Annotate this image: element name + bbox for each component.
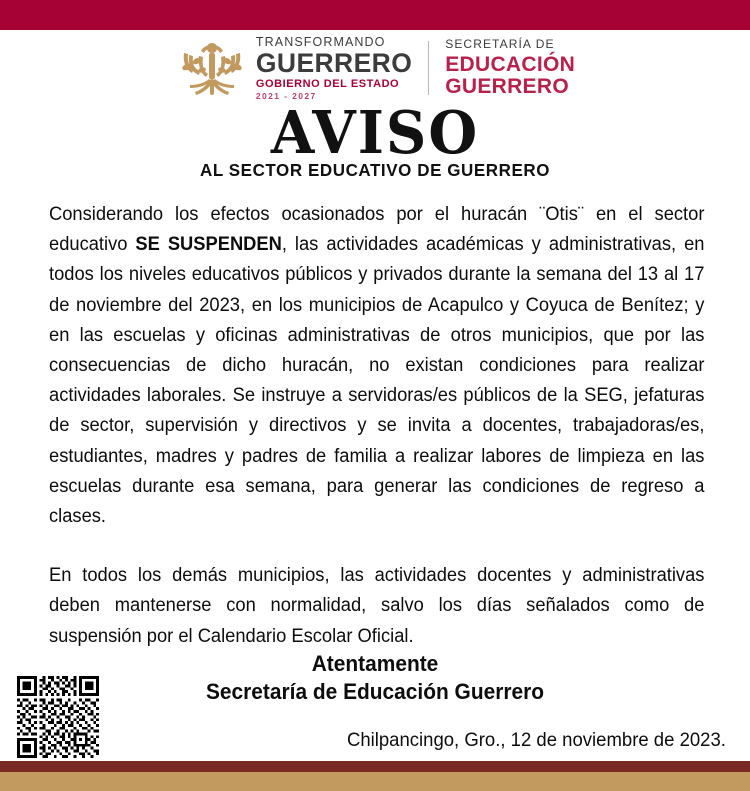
- seg-line-educacion: EDUCACIÓN: [445, 52, 576, 76]
- suspension-emphasis: SE SUSPENDEN: [135, 233, 282, 256]
- page-subtitle: AL SECTOR EDUCATIVO DE GUERRERO: [199, 160, 551, 180]
- notice-body: [49, 199, 705, 651]
- gov-line-transformando: TRANSFORMANDO: [255, 35, 386, 49]
- seg-line-guerrero: GUERRERO: [445, 75, 569, 99]
- gov-line-guerrero: GUERRERO: [255, 47, 413, 78]
- page-title: AVISO: [270, 97, 480, 168]
- paragraph1-text-before-bold: Considerando los efectos ocasionados por el huracán ¨Otis¨ en el sector educativo: [49, 203, 705, 256]
- gov-line-years: 2021 - 2027: [255, 90, 317, 101]
- header-logo-lockup: [0, 36, 750, 100]
- signature-authority: Secretaría de Educación Guerrero: [205, 678, 545, 704]
- body-paragraph-2: En todos los demás municipios, las actividades docentes y administrativas deben mantenerse con normalidad, salvo los días señalados como de suspensión por el Calendario Escolar Oficial.: [49, 564, 705, 647]
- bottom-tan-band: [0, 772, 750, 791]
- qr-code-icon[interactable]: [17, 676, 99, 758]
- bottom-dark-band: [0, 761, 750, 772]
- body-paragraph-1: [49, 199, 704, 531]
- tree-logo-icon: [175, 37, 249, 99]
- seg-line-secretaria: SECRETARÍA DE: [445, 36, 555, 51]
- government-wordmark: [256, 36, 412, 100]
- signature-place-date: Chilpancingo, Gro., 12 de noviembre de 2023.: [347, 729, 726, 751]
- top-accent-band: [0, 0, 750, 30]
- signature-salutation: Atentamente: [311, 651, 439, 676]
- logo-divider: [428, 41, 429, 95]
- signature-block: [0, 650, 750, 706]
- paragraph1-text-after-bold: , las actividades académicas y administrativas, en todos los niveles educativos públicos y privados durante la semana del 13 al 17 de noviembre del 2023, en los municipios de Acapulco y Coyuca de Benítez; y en las escuelas y oficinas administrativas de otros municipios, que por las consecuencias de dicho huracán, no existan condiciones para realizar actividades laborales. Se instruye a servidoras/es públicos de la SEG, jefaturas de sector, supervisión y directivos y se invita a docentes, trabajadoras/es, estudiantes, madres y padres de familia a realizar labores de limpieza en las escuelas durante esa semana, para generar las condiciones de regreso a clases.: [49, 233, 705, 528]
- secretariat-wordmark: [445, 38, 575, 99]
- gov-line-estado: GOBIERNO DEL ESTADO: [255, 77, 400, 90]
